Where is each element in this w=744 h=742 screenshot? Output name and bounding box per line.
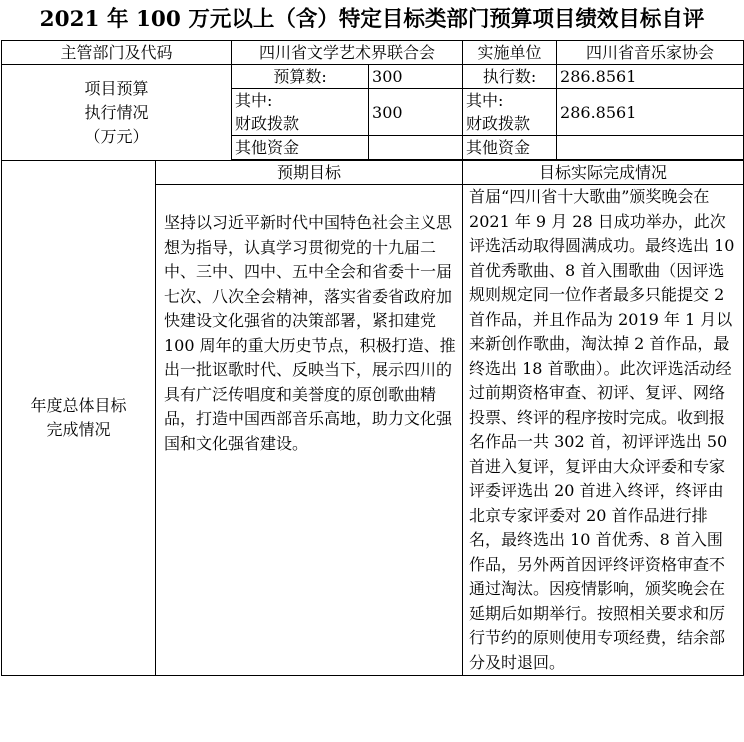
fiscal-label [232, 89, 369, 136]
budget-section-label-line1: 项目预算 [84, 78, 149, 98]
expected-goal-text: 坚持以习近平新时代中国特色社会主义思想为指导，认真学习贯彻党的十九届二中、三中、四中、五中全会和省委十一届七次、八次全会精神，落实省委省政府加快建设文化强省的决策部署，紧扣建党 100 周年的重大历史节点，积极打造、推出一批讴歌时代、反映当下，展示四川的具有广泛传唱度和美誉度的原创歌曲精品，打造中国西部音乐高地，助力文化强国和文化强省建设。 [156, 185, 463, 676]
expected-goal-header: 预期目标 [156, 161, 463, 185]
budget-label: 预算数: [232, 65, 369, 89]
actual-result-text: 首届“四川省十大歌曲”颁奖晚会在 2021 年 9 月 28 日成功举办，此次评选活动取得圆满成功。最终选出 10 首优秀歌曲、8 首入围歌曲（因评选规则规定同一位作者最多只能提交 2 首作品，并且作品为 2019 年 1 月以来新创作歌曲，淘汰掉 2 首作品，最终选出 18 首歌曲）。此次评选活动经过前期资格审查、初评、复评、网络投票、终评的程序按时完成。收到报名作品一共 302 首，初评评选出 50 首进入复评，复评由大众评委和专家评委评选出 20 首进入终评，终评由北京专家评委对 20 首作品进行排名，最终选出 10 首优秀、8 首入围作品，另外两首因评终评资格审查不通过淘汰。因疫情影响，颁奖晚会在延期后如期举行。按照相关要求和厉行节约的原则使用专项经费，结余部分及时退回。 [463, 185, 744, 676]
fiscal-exec-label [463, 89, 557, 136]
fiscal-exec-label-line2: 财政拨款 [466, 114, 531, 133]
unit-label: 实施单位 [463, 41, 557, 65]
budget-value: 300 [369, 65, 463, 89]
exec-value: 286.8561 [557, 65, 744, 89]
dept-label: 主管部门及代码 [2, 41, 232, 65]
exec-label: 执行数: [463, 65, 557, 89]
budget-section-label-line2: 执行情况 [84, 102, 149, 122]
fiscal-label-line1: 其中: [235, 91, 273, 110]
fiscal-budget-value: 300 [369, 89, 463, 136]
goals-section-label [2, 161, 156, 676]
other-funds-exec-value [557, 136, 744, 160]
other-funds-exec-label: 其他资金 [463, 136, 557, 160]
evaluation-table [1, 40, 744, 676]
actual-result-header: 目标实际完成情况 [463, 161, 744, 185]
budget-section-label [2, 65, 232, 161]
fiscal-exec-value: 286.8561 [557, 89, 744, 136]
dept-value: 四川省文学艺术界联合会 [232, 41, 463, 65]
dept-row [2, 41, 744, 65]
budget-section-label-line3: （万元） [84, 126, 149, 146]
fiscal-label-line2: 财政拨款 [235, 114, 300, 133]
fiscal-exec-label-line1: 其中: [466, 91, 504, 110]
budget-row [2, 65, 744, 89]
other-funds-label: 其他资金 [232, 136, 369, 160]
goals-section-label-line2: 完成情况 [46, 420, 111, 439]
goals-header-row [2, 161, 744, 185]
goals-section-label-line1: 年度总体目标 [30, 396, 127, 415]
page-title: 2021 年 100 万元以上（含）特定目标类部门预算项目绩效目标自评 [39, 7, 705, 32]
unit-value: 四川省音乐家协会 [557, 41, 744, 65]
other-funds-value [369, 136, 463, 160]
